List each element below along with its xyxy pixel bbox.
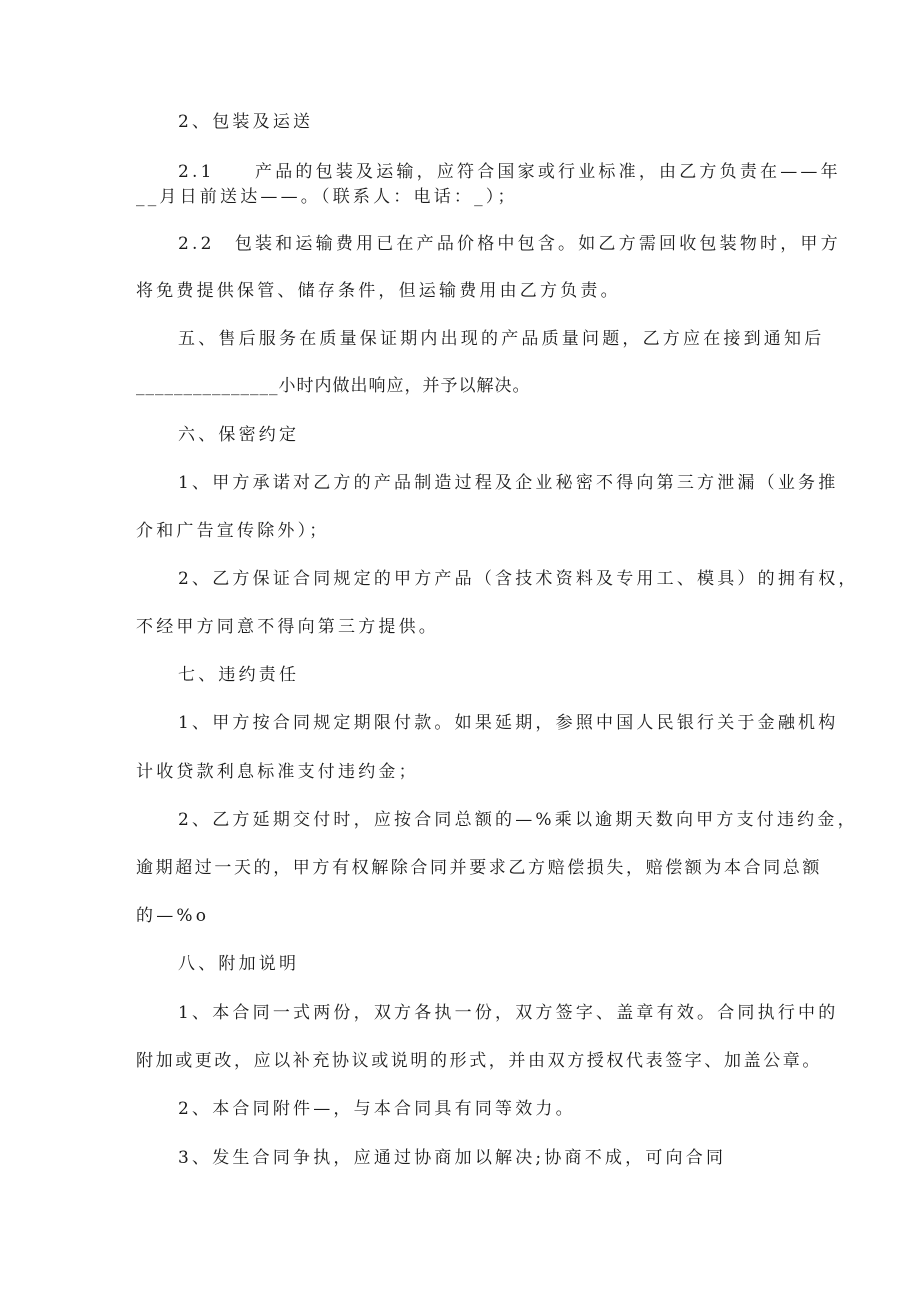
section-heading-packaging: 2、包装及运送 <box>178 112 314 132</box>
confidentiality-item-1-line-2: 介和广告宣传除外）； <box>136 521 330 541</box>
paragraph-2-1-line-1: 2.1 产品的包装及运输，应符合国家或行业标准，由乙方负责在——年 <box>178 162 841 182</box>
section-after-sales-line-1: 五、售后服务在质量保证期内出现的产品质量问题，乙方应在接到通知后 <box>178 329 825 349</box>
confidentiality-item-2-line-1: 2、乙方保证合同规定的甲方产品（含技术资料及专用工、模具）的拥有权， <box>178 569 859 589</box>
section-heading-liability: 七、违约责任 <box>178 665 300 685</box>
confidentiality-item-2-line-2: 不经甲方同意不得向第三方提供。 <box>136 617 439 637</box>
additional-item-1-line-1: 1、本合同一式两份，双方各执一份，双方签字、盖章有效。合同执行中的 <box>178 1003 839 1023</box>
paragraph-2-2-line-1: 2.2 包装和运输费用已在产品价格中包含。如乙方需回收包装物时，甲方 <box>178 234 841 254</box>
section-heading-confidentiality: 六、保密约定 <box>178 425 300 445</box>
liability-item-1-line-2: 计收贷款利息标准支付违约金； <box>136 762 419 782</box>
section-heading-additional: 八、附加说明 <box>178 954 300 974</box>
section-after-sales-line-2: _______________小时内做出响应，并予以解决。 <box>136 376 531 396</box>
liability-item-2-line-2: 逾期超过一天的，甲方有权解除合同并要求乙方赔偿损失，赔偿额为本合同总额 <box>136 858 822 878</box>
additional-item-1-line-2: 附加或更改，应以补充协议或说明的形式，并由双方授权代表签字、加盖公章。 <box>136 1051 822 1071</box>
confidentiality-item-1-line-1: 1、甲方承诺对乙方的产品制造过程及企业秘密不得向第三方泄漏（业务推 <box>178 473 839 493</box>
paragraph-2-1-line-2: __月日前送达——。（联系人：电话：_）； <box>136 187 518 207</box>
paragraph-2-2-line-2: 将免费提供保管、储存条件，但运输费用由乙方负责。 <box>136 281 621 301</box>
liability-item-2-line-1: 2、乙方延期交付时，应按合同总额的—%乘以逾期天数向甲方支付违约金， <box>178 810 858 830</box>
additional-item-3: 3、发生合同争执，应通过协商加以解决;协商不成，可向合同 <box>178 1148 727 1168</box>
liability-item-2-line-3: 的—%o <box>136 906 210 926</box>
liability-item-1-line-1: 1、甲方按合同规定期限付款。如果延期，参照中国人民银行关于金融机构 <box>178 713 839 733</box>
additional-item-2: 2、本合同附件—，与本合同具有同等效力。 <box>178 1099 576 1119</box>
